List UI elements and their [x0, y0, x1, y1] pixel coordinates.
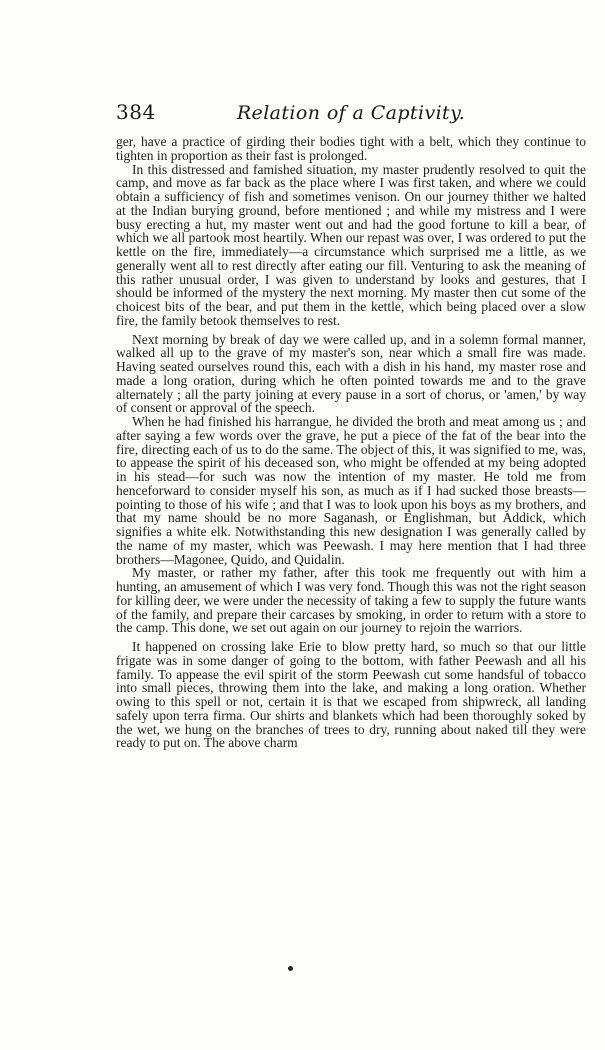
paragraph-6: It happened on crossing lake Erie to blow pretty hard, so much so that our little frigate was in some danger of going to the bottom, with father Peewash and all his family. To appease the evil spirit of the storm Peewash cut some handsful of tobacco into small pieces, throwing them into the lake, and making a long oration. Whether owing to this spell or not, certain it is that we escaped from shipwreck, all landing safely upon terra firma. Our shirts and blankets which had been thoroughly soked by the wet, we hung on the branches of trees to dry, running about naked till they were ready to put on. The above charm [116, 639, 586, 751]
paragraph-3: Next morning by break of day we were called up, and in a solemn formal manner, walked all up to the grave of my master's son, near which a small fire was made. Having seated ourselves round this, each with a dish in his hand, my master rose and made a long oration, during which he often pointed towards me and to the grave alternately ; all the party joining at every pause in a sort of chorus, or 'amen,' by way of consent or approval of the speech. [116, 331, 586, 416]
paragraph-1: ger, have a practice of girding their bodies tight with a belt, which they continue to tighten in proportion as their fast is prolonged. [116, 134, 586, 163]
running-title: Relation of a Captivity. [236, 102, 466, 124]
paragraph-2: In this distressed and famished situation, my master prudently resolved to quit the camp, and move as far back as the place where I was first taken, and where we could obtain a sufficiency of fish and sometimes venison. On our journey thither we halted at the Indian burying ground, before mentioned ; and while my mistress and I were busy erecting a hut, my master went out and had the good fortune to kill a bear, of which we all partook most heartily. When our repast was over, I was ordered to put the kettle on the fire, immediately—a circumstance which surprised me a little, as we generally went all to rest directly after eating our fill. Venturing to ask the meaning of this rather unusual order, I was given to understand by looks and gestures, that I should be informed of the mystery the next morning. My master then cut some of the choicest bits of the bear, and put them in the kettle, which being placed over a slow fire, the family betook themselves to rest. [116, 161, 586, 328]
body-text [116, 135, 586, 750]
page-header [116, 100, 586, 132]
paragraph-5: My master, or rather my father, after this took me frequently out with him a hunting, an amusement of which I was very fond. Though this was not the right season for killing deer, we were under the necessity of taking a few to supply the future wants of the family, and prepare their carcases by smoking, in order to return with a store to the camp. This done, we set out again on our journey to rejoin the warriors. [116, 565, 586, 636]
print-mark [288, 966, 293, 971]
page-number: 384 [116, 100, 156, 124]
paragraph-4: When he had finished his harrangue, he divided the broth and meat among us ; and after saying a few words over the grave, he put a piece of the fat of the bear into the fire, directing each of us to do the same. The object of this, it was signified to me, was, to appease the spirit of his deceased son, who might be offended at my being adopted in his stead—for such was now the intention of my master. He told me from henceforward to consider myself his son, as much as if I had sucked those breasts—pointing to those of his wife ; and that I was to look upon his boys as my brothers, and that my name should be no more Saganash, or Englishman, but Addick, which signifies a white elk. Notwithstanding this new designation I was generally called by the name of my master, which was Peewash. I may here mention that I had three brothers—Magonee, Quido, and Quidalin. [116, 414, 586, 567]
